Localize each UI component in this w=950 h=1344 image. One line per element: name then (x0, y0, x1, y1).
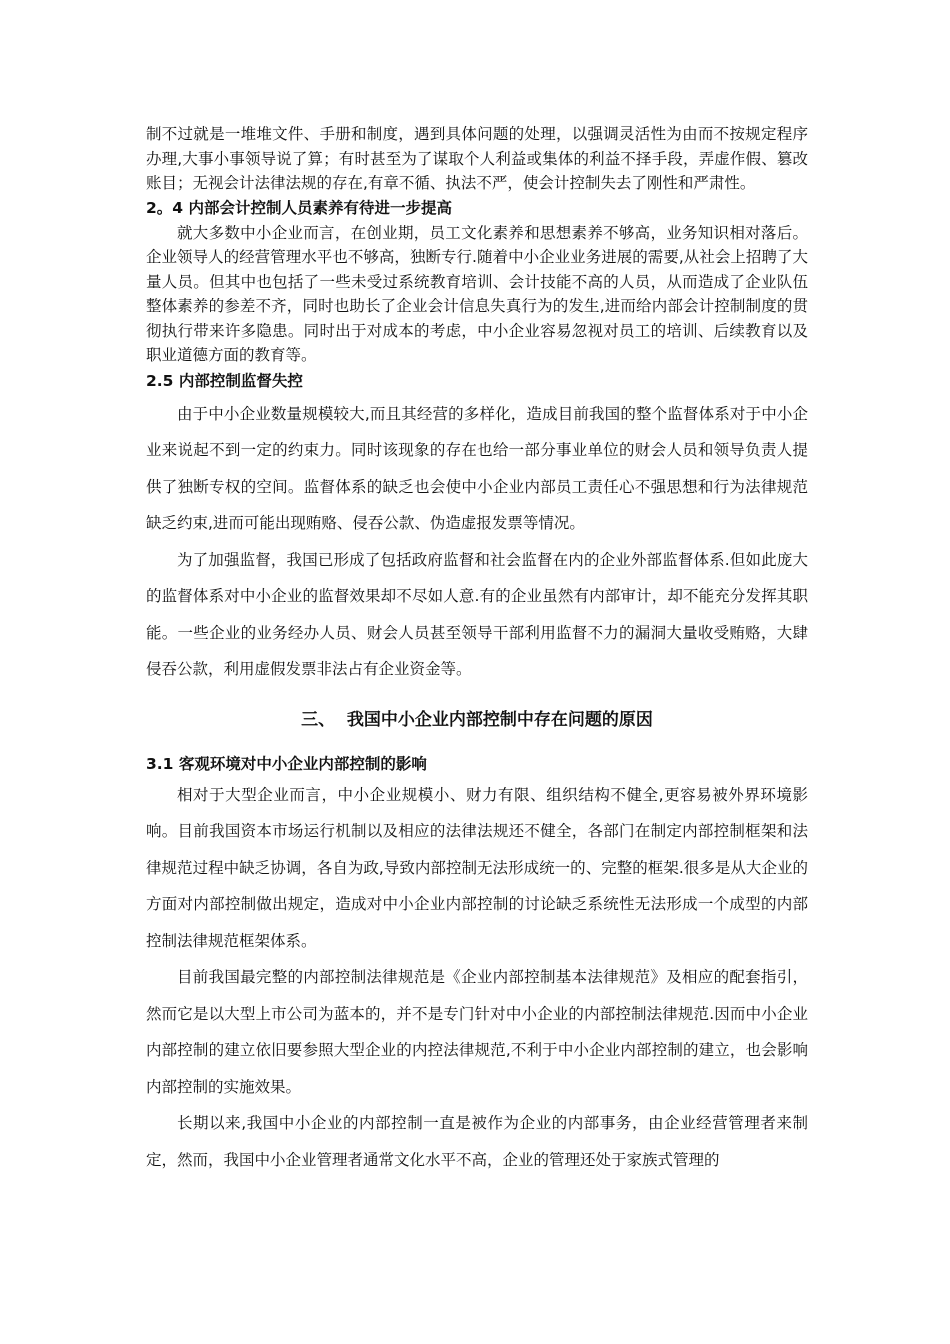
paragraph-supervision-lack: 由于中小企业数量规模较大,而且其经营的多样化，造成目前我国的整个监督体系对于中小企业来说起不到一定的约束力。同时该现象的存在也给一部分事业单位的财会人员和领导负责人提供了独断专权的空间。监督体系的缺乏也会使中小企业内部员工责任心不强思想和行为法律规范缺乏约束,进而可能出现贿赂、侵吞公款、伪造虚报发票等情况。 (146, 404, 808, 532)
document-body (146, 122, 808, 1178)
paragraph-staff-quality: 就大多数中小企业而言，在创业期，员工文化素养和思想素养不够高，业务知识相对落后。企业领导人的经营管理水平也不够高，独断专行.随着中小企业业务进展的需要,从社会上招聘了大量人员。但其中也包括了一些未受过系统教育培训、会计技能不高的人员，从而造成了企业队伍整体素养的参差不齐，同时也助长了企业会计信息失真行为的发生,进而给内部会计控制制度的贯彻执行带来许多隐患。同时出于对成本的考虑，中小企业容易忽视对员工的培训、后续教育以及职业道德方面的教育等。 (146, 223, 808, 364)
section-heading-3-1: 3.1 客观环境对中小企业内部控制的影响 (146, 754, 427, 773)
paragraph-control-rigidity: 制不过就是一堆堆文件、手册和制度，遇到具体问题的处理，以强调灵活性为由而不按规定程序办理,大事小事领导说了算；有时甚至为了谋取个人利益或集体的利益不择手段，弄虚作假、篡改账目；无视会计法律法规的存在,有章不循、执法不严，使会计控制失去了刚性和严肃性。 (146, 125, 808, 192)
section-heading-2-5: 2.5 内部控制监督失控 (146, 371, 303, 390)
chapter-heading-3: 三、 我国中小企业内部控制中存在问题的原因 (301, 709, 653, 730)
paragraph-management-level: 长期以来,我国中小企业的内部控制一直是被作为企业的内部事务，由企业经营管理者来制定，然而，我国中小企业管理者通常文化水平不高，企业的管理还处于家族式管理的 (146, 1114, 808, 1169)
paragraph-external-environment: 相对于大型企业而言，中小企业规模小、财力有限、组织结构不健全,更容易被外界环境影响。目前我国资本市场运行机制以及相应的法律法规还不健全，各部门在制定内部控制框架和法律规范过程中缺乏协调，各自为政,导致内部控制无法形成统一的、完整的框架.很多是从大企业的方面对内部控制做出规定，造成对中小企业内部控制的讨论缺乏系统性无法形成一个成型的内部控制法律规范框架体系。 (146, 785, 808, 950)
paragraph-legal-framework: 目前我国最完整的内部控制法律规范是《企业内部控制基本法律规范》及相应的配套指引，然而它是以大型上市公司为蓝本的，并不是专门针对中小企业的内部控制法律规范.因而中小企业内部控制的建立依旧要参照大型企业的内控法律规范,不利于中小企业内部控制的建立，也会影响内部控制的实施效果。 (146, 968, 808, 1096)
section-heading-2-4: 2。4 内部会计控制人员素养有待进一步提高 (146, 198, 452, 217)
paragraph-supervision-effect: 为了加强监督，我国已形成了包括政府监督和社会监督在内的企业外部监督体系.但如此庞大的监督体系对中小企业的监督效果却不尽如人意.有的企业虽然有内部审计，却不能充分发挥其职能。一些企业的业务经办人员、财会人员甚至领导干部利用监督不力的漏洞大量收受贿赂，大肆侵吞公款，利用虚假发票非法占有企业资金等。 (146, 550, 808, 678)
